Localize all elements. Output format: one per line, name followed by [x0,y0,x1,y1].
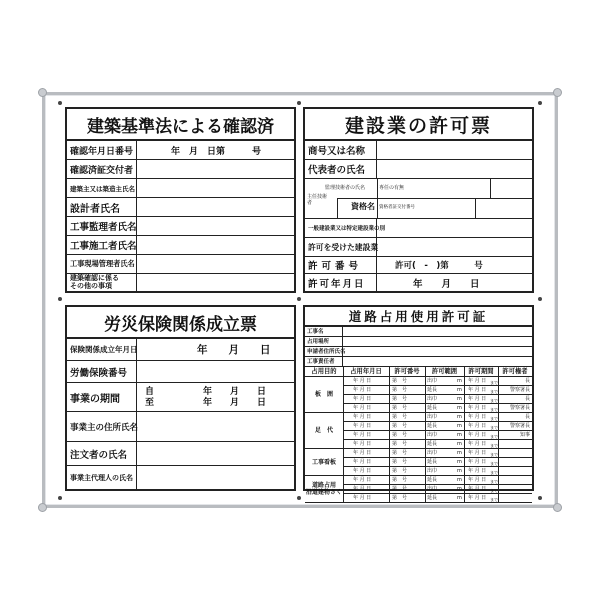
table-row [305,179,532,219]
authority-cell: 知事 [519,432,530,438]
range-unit: m [457,423,462,429]
row-label: 資格名 [351,202,375,211]
row-value: 許可( - )第 号 [395,261,483,271]
table-row [67,412,294,442]
mount-hole [297,297,301,301]
frame-corner-bottom-right [553,503,562,512]
period-from-value: 年 月 日 [203,387,267,397]
period-cell: 年 月 日 [468,495,487,501]
table-row [67,466,294,489]
period-cell: 年 月 日 [468,414,487,420]
number-cell: 第 号 [392,432,408,438]
period-end: まで [490,407,498,412]
period-cell: 年 月 日 [468,396,487,402]
date-cell: 年 月 日 [353,432,372,438]
mount-hole [538,496,542,500]
row-label: 工事監理者氏名 [67,217,137,235]
row-label: 事業主の住所氏名 [67,412,137,441]
purpose-cell: 道路占用 沿道建物さく [305,476,343,503]
range-cell: 出巾 [427,450,438,456]
date-cell: 年 月 日 [353,495,372,501]
number-cell: 第 号 [392,441,408,447]
table-row [67,255,294,274]
column-header: 許可期間 [468,368,494,375]
column-header: 占用目的 [311,368,337,375]
period-end: まで [490,452,498,457]
range-unit: m [457,486,462,492]
number-cell: 第 号 [392,414,408,420]
purpose-cell: 足 代 [305,413,343,449]
row-label: 一般建設業又は特定建設業の別 [305,219,377,237]
period-cell: 年 月 日 [468,477,487,483]
table-row [343,458,532,467]
row-label: 工事施工者氏名 [67,236,137,254]
table-row [67,383,294,412]
range-unit: m [457,477,462,483]
purpose-cell: 工事看板 [305,449,343,476]
table-row [305,160,532,179]
range-unit: m [457,450,462,456]
row-label: 許可を受けた建設業 [305,238,377,256]
row-label: 主任技術者 [307,194,328,206]
number-cell: 第 号 [392,477,408,483]
info-row-label: 占用場所 [305,337,343,347]
road-use-permit-title: 道路占用使用許可証 [305,307,532,327]
date-cell: 年 月 日 [353,459,372,465]
table-row [343,476,532,485]
period-cell: 年 月 日 [468,432,487,438]
date-cell: 年 月 日 [353,414,372,420]
number-cell: 第 号 [392,378,408,384]
period-end: まで [490,488,498,493]
range-unit: m [457,414,462,420]
table-row [343,467,532,476]
frame-corner-top-right [553,88,562,97]
mount-hole [58,297,62,301]
building-confirmation-panel [65,107,296,293]
number-cell: 第 号 [392,423,408,429]
number-cell: 第 号 [392,396,408,402]
table-row [67,141,294,160]
range-cell: 延長 [427,495,438,501]
period-cell: 年 月 日 [468,387,487,393]
range-cell: 延長 [427,477,438,483]
period-cell: 年 月 日 [468,441,487,447]
row-label: 許可年月日 [305,274,377,291]
range-cell: 出巾 [427,468,438,474]
period-cell: 年 月 日 [468,459,487,465]
number-cell: 第 号 [392,495,408,501]
mount-hole [538,101,542,105]
column-header: 占用年月日 [350,368,382,375]
column-header: 許可番号 [394,368,420,375]
range-cell: 延長 [427,423,438,429]
table-row [343,485,532,494]
date-cell: 年 月 日 [353,387,372,393]
number-cell: 第 号 [392,387,408,393]
date-cell: 年 月 日 [353,486,372,492]
period-cell: 年 月 日 [468,450,487,456]
table-row [67,339,294,361]
mount-hole [58,496,62,500]
range-unit: m [457,396,462,402]
road-use-table [305,327,532,502]
table-row [305,274,532,291]
mount-hole [297,496,301,500]
table-row [343,494,532,503]
range-unit: m [457,432,462,438]
period-from: 自 [145,387,155,397]
table-row [67,179,294,198]
table-row [67,198,294,217]
period-cell: 年 月 日 [468,405,487,411]
construction-license-title: 建設業の許可票 [305,109,532,141]
info-row-label: 工事責任者 [305,357,343,367]
table-row [343,440,532,449]
mount-hole [297,101,301,105]
row-label: 事業の期間 [67,383,137,411]
range-cell: 延長 [427,387,438,393]
building-confirmation-title: 建築基準法による確認済 [67,109,294,141]
table-row [67,274,294,291]
period-end: まで [490,497,498,502]
range-cell: 延長 [427,405,438,411]
period-end: まで [490,398,498,403]
table-row [67,361,294,383]
period-cell: 年 月 日 [468,468,487,474]
row-label: 専任の有無 [379,185,405,191]
row-label: 建築確認に係る その他の事項 [67,274,137,291]
period-to: 至 [145,398,155,408]
row-label: 保険関係成立年月日 [67,339,137,360]
period-end: まで [490,479,498,484]
row-label: 労働保険番号 [67,361,137,382]
labor-insurance-panel [65,305,296,491]
row-label: 商号又は名称 [305,141,377,159]
range-unit: m [457,405,462,411]
number-cell: 第 号 [392,450,408,456]
date-cell: 年 月 日 [353,396,372,402]
date-cell: 年 月 日 [353,441,372,447]
range-unit: m [457,468,462,474]
period-cell: 年 月 日 [468,423,487,429]
table-row [305,238,532,257]
row-label: 監理技術者の氏名 [325,185,366,191]
construction-license-panel [303,107,534,293]
range-cell: 出巾 [427,414,438,420]
row-label: 許可番号 [305,257,377,273]
period-end: まで [490,443,498,448]
row-label: 資格者証交付番号 [379,205,415,210]
table-row [67,442,294,466]
range-unit: m [457,495,462,501]
period-end: まで [490,380,498,385]
row-label: 設計者氏名 [67,198,137,216]
table-row [305,219,532,238]
authority-cell: 長 [524,396,530,402]
range-unit: m [457,459,462,465]
authority-cell: 警察署長 [509,387,530,393]
date-cell: 年 月 日 [353,468,372,474]
table-row [67,217,294,236]
purpose-cell: 板 囲 [305,377,343,413]
row-label: 事業主代理人の氏名 [67,466,137,489]
info-row-label: 申請者住所氏名 [307,349,346,355]
range-cell: 延長 [427,459,438,465]
period-end: まで [490,425,498,430]
table-row [343,449,532,458]
range-cell: 出巾 [427,378,438,384]
date-cell: 年 月 日 [353,423,372,429]
authority-cell: 警察署長 [509,423,530,429]
number-cell: 第 号 [392,486,408,492]
table-row [305,141,532,160]
row-label: 確認年月日番号 [67,141,137,159]
authority-cell: 長 [524,414,530,420]
period-end: まで [490,470,498,475]
period-end: まで [490,434,498,439]
table-row [67,236,294,255]
period-to-value: 年 月 日 [203,398,267,408]
row-label: 代表者の氏名 [305,160,377,178]
column-header: 許可権者 [502,368,528,375]
table-row [67,160,294,179]
row-label: 確認済証交付者 [67,160,137,178]
row-value: 年 月 日 [197,344,271,356]
frame-corner-top-left [38,88,47,97]
period-cell: 年 月 日 [468,486,487,492]
row-label: 工事現場管理者氏名 [67,255,137,273]
date-cell: 年 月 日 [353,405,372,411]
range-unit: m [457,441,462,447]
authority-cell: 長 [524,378,530,384]
range-cell: 延長 [427,441,438,447]
row-value: 年 月 日第 号 [171,146,262,157]
row-label: 注文者の氏名 [67,442,137,465]
range-cell: 出巾 [427,486,438,492]
number-cell: 第 号 [392,468,408,474]
authority-cell: 警察署長 [509,405,530,411]
period-end: まで [490,416,498,421]
table-row [305,257,532,274]
period-end: まで [490,389,498,394]
labor-insurance-title: 労災保険関係成立票 [67,307,294,339]
range-unit: m [457,378,462,384]
frame-corner-bottom-left [38,503,47,512]
range-cell: 出巾 [427,396,438,402]
row-value: 年 月 日 [413,278,480,290]
info-row-label: 工事名 [305,327,343,337]
number-cell: 第 号 [392,459,408,465]
road-use-permit-panel [303,305,534,502]
mount-hole [58,101,62,105]
number-cell: 第 号 [392,405,408,411]
period-end: まで [490,461,498,466]
range-cell: 出巾 [427,432,438,438]
column-header: 許可範囲 [431,368,458,375]
period-cell: 年 月 日 [468,378,487,384]
mount-hole [538,297,542,301]
row-label: 建築主又は築造主氏名 [67,179,137,197]
date-cell: 年 月 日 [353,378,372,384]
date-cell: 年 月 日 [353,477,372,483]
range-unit: m [457,387,462,393]
date-cell: 年 月 日 [353,450,372,456]
